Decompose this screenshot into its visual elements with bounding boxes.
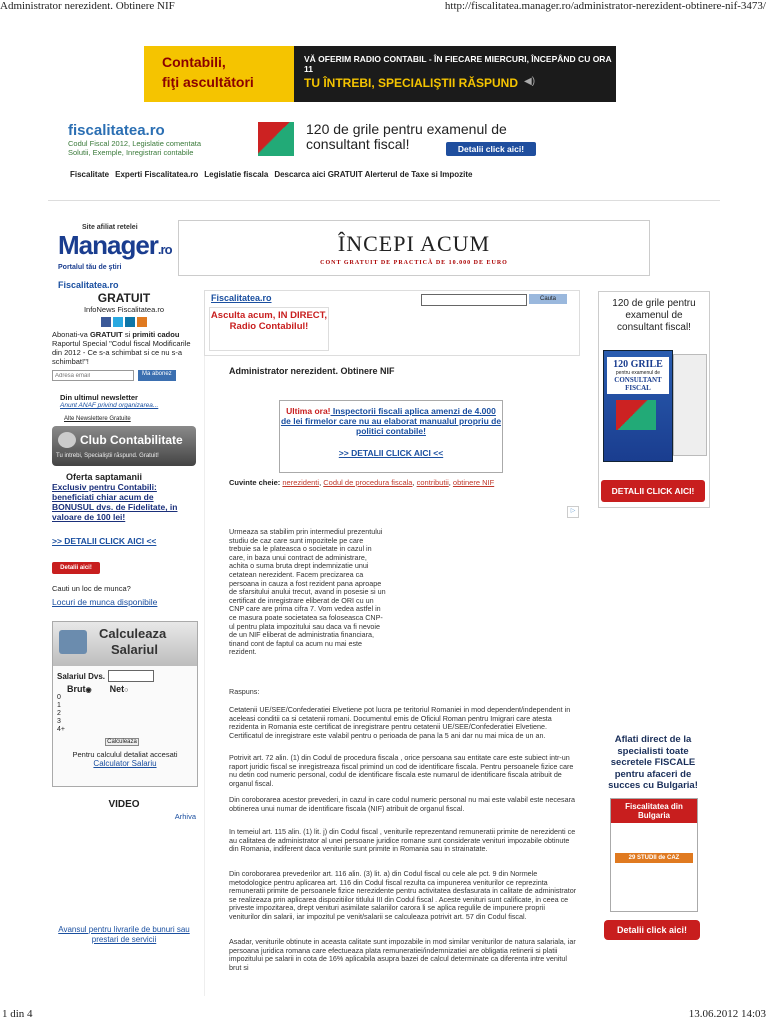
manager-logo[interactable] [58,224,178,274]
book1-title: CONSULTANT FISCAL [614,376,662,392]
video-heading: VIDEO [108,799,140,810]
banner-left-line2: fiţi ascultători [162,74,254,90]
calc-title-2: Salariul [111,642,158,657]
grile-banner-text: 120 de grile pentru examenul de consultant fiscal! [306,121,507,152]
pdf-header-url: http://fiscalitatea.manager.ro/administrator-nerezident-obtinere-nif-3473/ [444,0,766,12]
grile-banner[interactable] [254,118,544,160]
manager-tld: .ro [157,242,172,257]
book1-grile: GRILE [630,359,663,370]
club-sub: Tu intrebi, Specialiştii răspund. Gratuit! [56,453,159,459]
book2-title: Fiscalitatea din Bulgaria [611,799,697,823]
locuri-munca-link[interactable]: Locuri de munca disponibile [52,597,158,607]
dependents-list [57,694,197,734]
club-contabilitate-banner[interactable] [52,426,196,466]
article-paragraph: Din coroborarea prevederilor art. 116 alin. (3) lit. a) din Codul fiscal cu cele ale pct. 9 din Normele metodologice pentru aplicarea art. 116 din Codul fiscal rezulta ca impunerea veniturilor ce reprezinta remuneratii primite de persoanele fizice nerezidente pentru activitatea desfasurata in calitate de administrator se realizeaza prin aplicarea dispozitiilor titlului III din Codul fiscal . Aceste venituri sunt calificate, in ceea ce priveste impozitarea, drept venituri asimilate salariilor carora li se aplica regulile de impunere proprii veniturilor din salarii, iar impozitul pe venit/salarii se calculeaza potrivit art. 57 din Codul fiscal. [229,869,577,921]
facebook-icon[interactable] [101,317,111,327]
cauti-loc-text: Cauti un loc de munca? [52,584,131,593]
promo-ultima-ora: Ultima ora! [286,406,331,416]
radio-contabil-banner[interactable] [144,46,616,102]
pdf-footer-page: 1 din 4 [2,1008,33,1020]
article-title: Administrator nerezident. Obtinere NIF [229,366,395,376]
article-raspuns: Raspuns: [229,687,260,696]
nav-item-descarca[interactable]: Descarca aici GRATUIT Alerterul de Taxe si Impozite [274,170,473,179]
article-paragraph: Potrivit art. 72 alin. (1) din Codul de procedura fiscala , orice persoana sau entitate care este subiect intr-un raport juridic fiscal se inregistreaza fiscal primind un cod de identificare fiscala. Pentru persoanele fizice care nu detin cod numeric personal, codul de identificare fiscala este numarul de identificare fiscala atribuit de organul fiscal. [229,753,574,788]
oferta-heading: Oferta saptamanii [66,472,143,482]
dependents-option[interactable]: 1 [57,702,61,709]
top-nav [70,170,472,179]
manager-logo-text: Manager [58,230,158,260]
grile-ad-title: 120 de grile pentru examenul de consultant fiscal! [612,298,696,333]
dependents-option[interactable]: 0 [57,694,61,701]
video-area [52,821,196,925]
email-icon[interactable] [137,317,147,327]
other-newsletters-link[interactable]: Alte Newslettere Gratuite [64,416,131,422]
incepi-title: ÎNCEPI ACUM [337,231,491,256]
keyword-link[interactable]: obtinere NIF [452,478,495,487]
incepi-acum-banner[interactable] [178,220,650,276]
brut-label: Brut [67,684,86,694]
tagline-line2: Solutii, Exemple, Inregistrari contabile [68,148,194,157]
salary-input[interactable] [108,670,154,682]
avansul-link[interactable]: Avansul pentru livrarile de bunuri sau prestari de servicii [58,925,190,944]
twitter-icon[interactable] [113,317,123,327]
net-label: Net [109,684,125,694]
keyword-link[interactable]: contributii [416,478,449,487]
grile-details-button[interactable]: DETALII CLICK AICI! [601,480,705,502]
nav-item-legislatie[interactable]: Legislatie fiscala [204,170,269,179]
incepi-sub: CONT GRATUIT DE PRACTICĂ DE 10.000 DE EURO [320,260,508,266]
email-input[interactable] [52,370,134,381]
salariul-label: Salariul Dvs. [57,671,106,681]
salary-calculator [52,621,198,787]
brut-radio[interactable]: ◉ [85,687,92,694]
calculator-icon [59,630,87,654]
grile-book-ad[interactable] [598,291,710,508]
pdf-header-title: Administrator nerezident. Obtinere NIF [0,0,175,12]
tagline-line1: Codul Fiscal 2012, Legislatie comentata [68,139,201,148]
book-cube-icon [616,400,656,430]
promo-box[interactable] [279,400,503,473]
bulgaria-book-ad[interactable] [598,734,708,959]
left-site-link[interactable]: Fiscalitatea.ro [58,280,119,290]
subscribe-button[interactable]: Ma abonez [138,370,176,381]
bulgaria-ad-text: Aflati direct de la specialisti toate secretele FISCALE pentru afaceri de succes cu Bulgaria! [608,734,698,791]
site-tagline [68,139,228,157]
gratuit-heading: GRATUIT [97,291,151,305]
promo-link[interactable]: Inspectorii fiscali aplica amenzi de 4.000 de lei firmelor care nu au elaborat manualul propriu de politici contabile! [280,406,502,436]
center-site-link[interactable]: Fiscalitatea.ro [211,293,272,303]
search-input[interactable] [421,294,527,306]
detalii-aici-button[interactable]: Detalii aici! [52,562,100,574]
club-title: Club Contabilitate [80,433,183,447]
infonews-label: InfoNews Fiscalitatea.ro [83,305,165,314]
calc-title-1: Calculeaza [99,626,167,641]
grile-book-back [673,354,707,456]
center-top-box [204,290,580,356]
banner-left-line1: Contabili, [162,54,226,70]
dependents-option[interactable]: 3 [57,718,61,725]
article [204,356,579,996]
book1-number: 120 [613,359,629,370]
last-newsletter-heading: Din ultimul newsletter [60,393,138,402]
net-radio[interactable]: ○ [124,687,129,694]
speaker-icon: ◀) [524,76,536,87]
keywords-label: Cuvinte cheie: [229,478,281,487]
article-paragraph: Cetatenii UE/SEE/Confederatiei Elvetiene pot lucra pe teritoriul Romaniei in mod dependent/independent in aceleasi conditii ca si cetatenii romani. Documentul emis de Oficiul Roman pentru Imigrari care atesta rezidenta in Romania este certificat de inregistrare pentru cetatenii UE/SEE/Confederatiei Elvetiene. Certificatul de inregistrare este valabil pentru o perioada de pana la 5 ani dar nu mai mica de un an. [229,705,571,740]
grile-book-cover [603,350,673,462]
oferta-details-link[interactable]: >> DETALII CLICK AICI << [52,536,157,546]
banner-right-line2: TU ÎNTREBI, SPECIALIŞTII RĂSPUND [304,76,519,90]
bulgaria-details-button[interactable]: Detalii click aici! [604,920,700,940]
calculator-header [53,622,197,666]
article-paragraph: Asadar, veniturile obtinute in aceasta calitate sunt impozabile in mod similar veniturilor de natura salariala, iar persoana juridica romana care efectueaza plata remuneratiei/indemnizatiei are obligatia retinerii si platii impozitului pe salarii in cota de 16% aplicabila asupra bazei de calcul determinate ca diferenta intre venitul brut si [229,938,576,972]
promo-cta[interactable]: >> DETALII CLICK AICI << [338,448,444,458]
calculeaza-button[interactable]: Calculeaza [105,738,139,746]
keyword-link[interactable]: Codul de procedura fiscala [323,478,413,487]
newsletter-item-link[interactable]: Anunt ANAF privind organizarea... [60,402,159,409]
article-paragraph: In temeiul art. 115 alin. (1) lit. j) din Codul fiscal , veniturile reprezentand remuneratii primite de nerezidenti ce au calitatea de administrator al unei persoane juridice romane sunt considerate venituri impozabile obtinute din Romania, indiferent daca veniturile sunt primite in Romania sau in strainatate. [229,827,576,854]
article-paragraph: Din coroborarea acestor prevederi, in cazul in care codul numeric personal nu mai este valabil este necesara obtinerea unui numar de identificare fiscala (NIF) atribuit de organul fiscal. [229,795,575,813]
book2-studii: 29 STUDII de CAZ [615,853,693,863]
calc-note: Pentru calculul detaliat accesati [72,750,178,759]
abonati-text: Abonati-va GRATUIT si primiti cadou Raportul Special "Codul fiscal Modificarile din 2012 - Ce s-a schimbat si ce nu s-a schimbat!"! [52,330,191,366]
pdf-footer-date: 13.06.2012 14:03 [688,1008,766,1020]
manager-affiliate: Site afiliat retelei [82,224,138,231]
search-button[interactable]: Cauta [529,294,567,304]
keywords-row: Cuvinte cheie: nerezidenti, Codul de procedura fiscala, contributii, obtinere NIF [229,478,495,487]
radio-contabilul-link[interactable]: Asculta acum, IN DIRECT, Radio Contabilul! [209,307,329,351]
dependents-option[interactable]: 4+ [57,726,65,733]
bulgaria-book-cover [610,798,698,912]
ad-choices-icon[interactable]: ▷ [567,506,579,518]
article-intro: Urmeaza sa stabilim prin intermediul prezentului studiu de caz care sunt impozitele pe care trebuie sa le plateasca o societate in cazul in care, in baza unui contract de administrare, achita o suma bruta drept indemnizatie unui cetatean nerezident. Facem precizarea ca persoana in cauza a fost rezident pana aproape de sfarsitului anului trecut, avand in posesie si un certificat de inregistrare eliberat de ORI cu un CNP care are prima cifra 7. Vom vedea astfel in ce masura poate societatea sa foloseasca CNP-ul pentru plata impozitului sau daca va fi nevoie de un NIF eliberat de administratia financiara, tinand cont de faptul ca acum nu mai este rezident. [229,527,386,657]
nav-item-experti[interactable]: Experti Fiscalitatea.ro [115,170,199,179]
cube-icon [258,122,294,156]
keyword-link[interactable]: nerezidenti [282,478,320,487]
site-logo[interactable]: fiscalitatea.ro [68,122,165,139]
left-column [52,280,196,945]
oferta-text[interactable]: Exclusiv pentru Contabili: beneficiati chiar acum de BONUSUL dvs. de Fidelitate, in valoare de 100 lei! [52,482,178,522]
book1-sub: pentru examenul de [615,370,661,376]
dependents-option[interactable]: 2 [57,710,61,717]
manager-portal: Portalul tău de ştiri [58,264,122,271]
grile-banner-button[interactable]: Detalii click aici! [446,142,536,156]
arhiva-link[interactable]: Arhiva [174,812,196,821]
banner-right-line1: VĂ OFERIM RADIO CONTABIL - ÎN FIECARE MIERCURI, ÎNCEPÂND CU ORA 11 [304,54,612,74]
users-icon [58,432,76,448]
linkedin-icon[interactable] [125,317,135,327]
nav-item-fiscalitate[interactable]: Fiscalitate [70,170,110,179]
social-icons [52,317,196,327]
calculator-salariu-link[interactable]: Calculator Salariu [93,759,157,768]
